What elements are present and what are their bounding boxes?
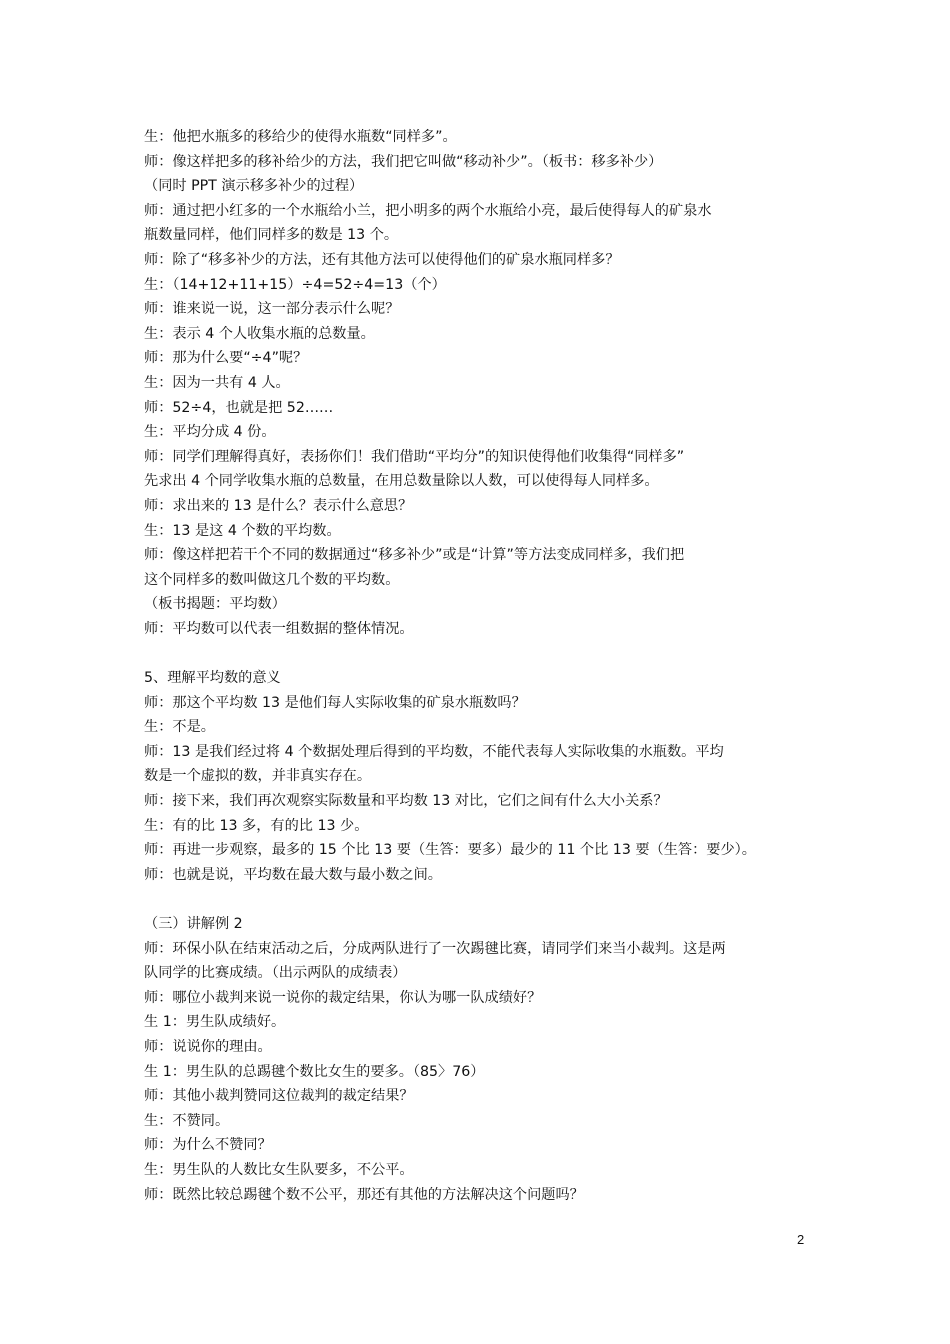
text-line: 生：男生队的人数比女生队要多，不公平。 [144,1161,414,1178]
text-line: 师：为什么不赞同？ [144,1137,272,1154]
text-line: 师：那这个平均数 13 是他们每人实际收集的矿泉水瓶数吗？ [144,694,526,711]
text-line: 师：求出来的 13 是什么？表示什么意思？ [144,497,413,514]
text-line: 师：通过把小红多的一个水瓶给小兰，把小明多的两个水瓶给小亮，最后使得每人的矿泉水 [144,202,712,219]
text-line: 师：接下来，我们再次观察实际数量和平均数 13 对比，它们之间有什么大小关系？ [144,793,668,810]
text-line: 师：13 是我们经过将 4 个数据处理后得到的平均数，不能代表每人实际收集的水瓶数。平均 [144,743,724,760]
text-line: 师：平均数可以代表一组数据的整体情况。 [144,620,414,637]
text-line: 这个同样多的数叫做这几个数的平均数。 [144,571,400,588]
text-line: 师：像这样把多的移补给少的方法，我们把它叫做“移动补少”。（板书：移多补少） [144,153,663,170]
text-line: 师：说说你的理由。 [144,1038,272,1055]
text-line: 师：哪位小裁判来说一说你的裁定结果，你认为哪一队成绩好？ [144,989,542,1006]
document-body [144,125,824,1207]
text-line: （同时 PPT 演示移多补少的过程） [144,178,364,195]
text-line: 生：不是。 [144,719,215,736]
text-line: 瓶数量同样，他们同样多的数是 13 个。 [144,227,399,244]
text-line: 生：不赞同。 [144,1112,230,1129]
text-line: 队同学的比赛成绩。（出示两队的成绩表） [144,965,407,982]
text-line: 生：平均分成 4 份。 [144,424,276,441]
text-line: 师：像这样把若干个不同的数据通过“移多补少”或是“计算”等方法变成同样多，我们把 [144,547,685,564]
text-line: 师：那为什么要“÷4”呢？ [144,350,308,367]
text-line: 师：除了“移多补少的方法，还有其他方法可以使得他们的矿泉水瓶同样多？ [144,251,620,268]
text-line: 师：其他小裁判赞同这位裁判的裁定结果？ [144,1088,414,1105]
text-line: （板书揭题：平均数） [144,596,286,613]
text-line: 5、理解平均数的意义 [144,670,281,687]
text-line: 生：13 是这 4 个数的平均数。 [144,522,341,539]
text-line: 生：因为一共有 4 人。 [144,374,290,391]
text-line: 师：同学们理解得真好，表扬你们！我们借助“平均分”的知识使得他们收集得“同样多” [144,448,685,465]
text-line: 先求出 4 个同学收集水瓶的总数量，在用总数量除以人数，可以使得每人同样多。 [144,473,659,490]
text-line: 师：既然比较总踢毽个数不公平，那还有其他的方法解决这个问题吗？ [144,1186,584,1203]
text-line: 师：也就是说，平均数在最大数与最小数之间。 [144,866,442,883]
page-number: 2 [797,1232,805,1247]
text-line: 师：谁来说一说，这一部分表示什么呢？ [144,301,400,318]
text-line: （三）讲解例 2 [144,916,243,932]
text-line: 生：他把水瓶多的移给少的使得水瓶数“同样多”。 [144,129,457,145]
text-line: 师：再进一步观察，最多的 15 个比 13 要（生答：要多）最少的 11 个比 13 要（生答：要少）。 [144,842,756,859]
text-line: 生：有的比 13 多，有的比 13 少。 [144,817,369,834]
text-line: 生：（14+12+11+15）÷4=52÷4=13（个） [144,276,446,293]
blank-line [144,641,824,666]
text-line: 师：环保小队在结束活动之后，分成两队进行了一次踢毽比赛，请同学们来当小裁判。这是两 [144,940,726,957]
text-line: 数是一个虚拟的数，并非真实存在。 [144,768,372,785]
text-line: 生 1：男生队成绩好。 [144,1014,286,1031]
text-line: 生 1：男生队的总踢毽个数比女生的要多。（85〉76） [144,1063,485,1080]
blank-line [144,887,824,912]
text-line: 生：表示 4 个人收集水瓶的总数量。 [144,325,375,342]
text-line: 师：52÷4，也就是把 52…… [144,399,334,416]
